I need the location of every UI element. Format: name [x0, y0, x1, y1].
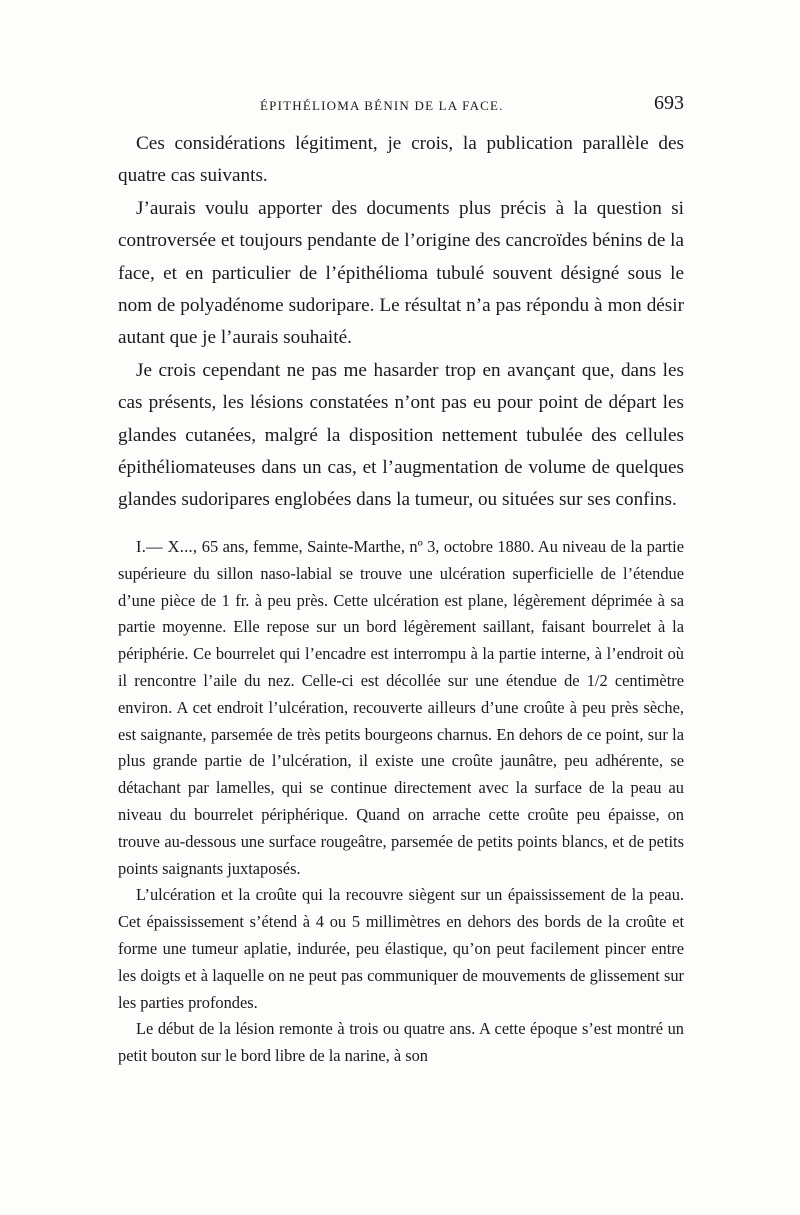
body-text [118, 128, 684, 517]
case-paragraph-1 [118, 534, 684, 882]
page-header [118, 92, 684, 122]
case-paragraph-2: L’ulcération et la croûte qui la recouvre siègent sur un épaississement de la peau. Cet épaississement s’étend à 4 ou 5 millimètres en dehors des bords de la croûte et forme une tumeur aplatie, indurée, peu élastique, qu’on peut facilement pincer entre les doigts et à laquelle on ne peut pas communiquer de mouvements de glissement sur les parties profondes. [118, 885, 684, 1012]
page-number: 693 [654, 92, 684, 114]
paragraph-1: Ces considérations légitiment, je crois, la publication parallèle des quatre cas suivants. [118, 133, 684, 187]
case-paragraph-3: Le début de la lésion remonte à trois ou quatre ans. A cette époque s’est montré un petit bouton sur le bord libre de la narine, à son [118, 1019, 684, 1066]
paragraph-3: Je crois cependant ne pas me hasarder trop en avançant que, dans les cas présents, les lésions constatées n’ont pas eu pour point de départ les glandes cutanées, malgré la disposition nettement tubulée des cellules épithéliomateuses dans un cas, et l’augmentation de volume de quelques glandes sudoripares englobées dans la tumeur, ou situées sur ses confins. [118, 359, 684, 511]
case-paragraph-1-text: 65 ans, femme, Sainte-Marthe, nº 3, octobre 1880. Au niveau de la partie supérieure du sillon naso-labial se trouve une ulcération superficielle de l’étendue d’une pièce de 1 fr. à peu près. Cette ulcération est plane, légèrement déprimée à sa partie moyenne. Elle repose sur un bord légèrement saillant, faisant bourrelet à la périphérie. Ce bourrelet qui l’encadre est interrompu à la partie interne, à l’endroit où il rencontre l’aile du nez. Celle-ci est décollée sur une étendue de 1/2 centimètre environ. A cet endroit l’ulcération, recouverte ailleurs d’une croûte à peu près sèche, est saignante, parsemée de très petits bourgeons charnus. En dehors de ce point, sur la plus grande partie de l’ulcération, il existe une croûte jaunâtre, peu adhérente, se détachant par lamelles, qui se continue directement avec la surface de la peau au niveau du bourrelet périphérique. Quand on arrache cette croûte peu épaisse, on trouve au-dessous une surface rougeâtre, parsemée de petits points blancs, et de petits points saignants juxtaposés. [118, 537, 684, 878]
case-report [118, 534, 684, 1070]
paragraph-2: J’aurais voulu apporter des documents plus précis à la question si controversée et toujours pendante de l’origine des cancroïdes bénins de la face, et en particulier de l’épithélioma tubulé souvent désigné sous le nom de polyadénome sudoripare. Le résultat n’a pas répondu à mon désir autant que je l’aurais souhaité. [118, 197, 684, 349]
running-title: ÉPITHÉLIOMA BÉNIN DE LA FACE. [260, 98, 504, 113]
case-label: I.— X..., [136, 537, 198, 556]
